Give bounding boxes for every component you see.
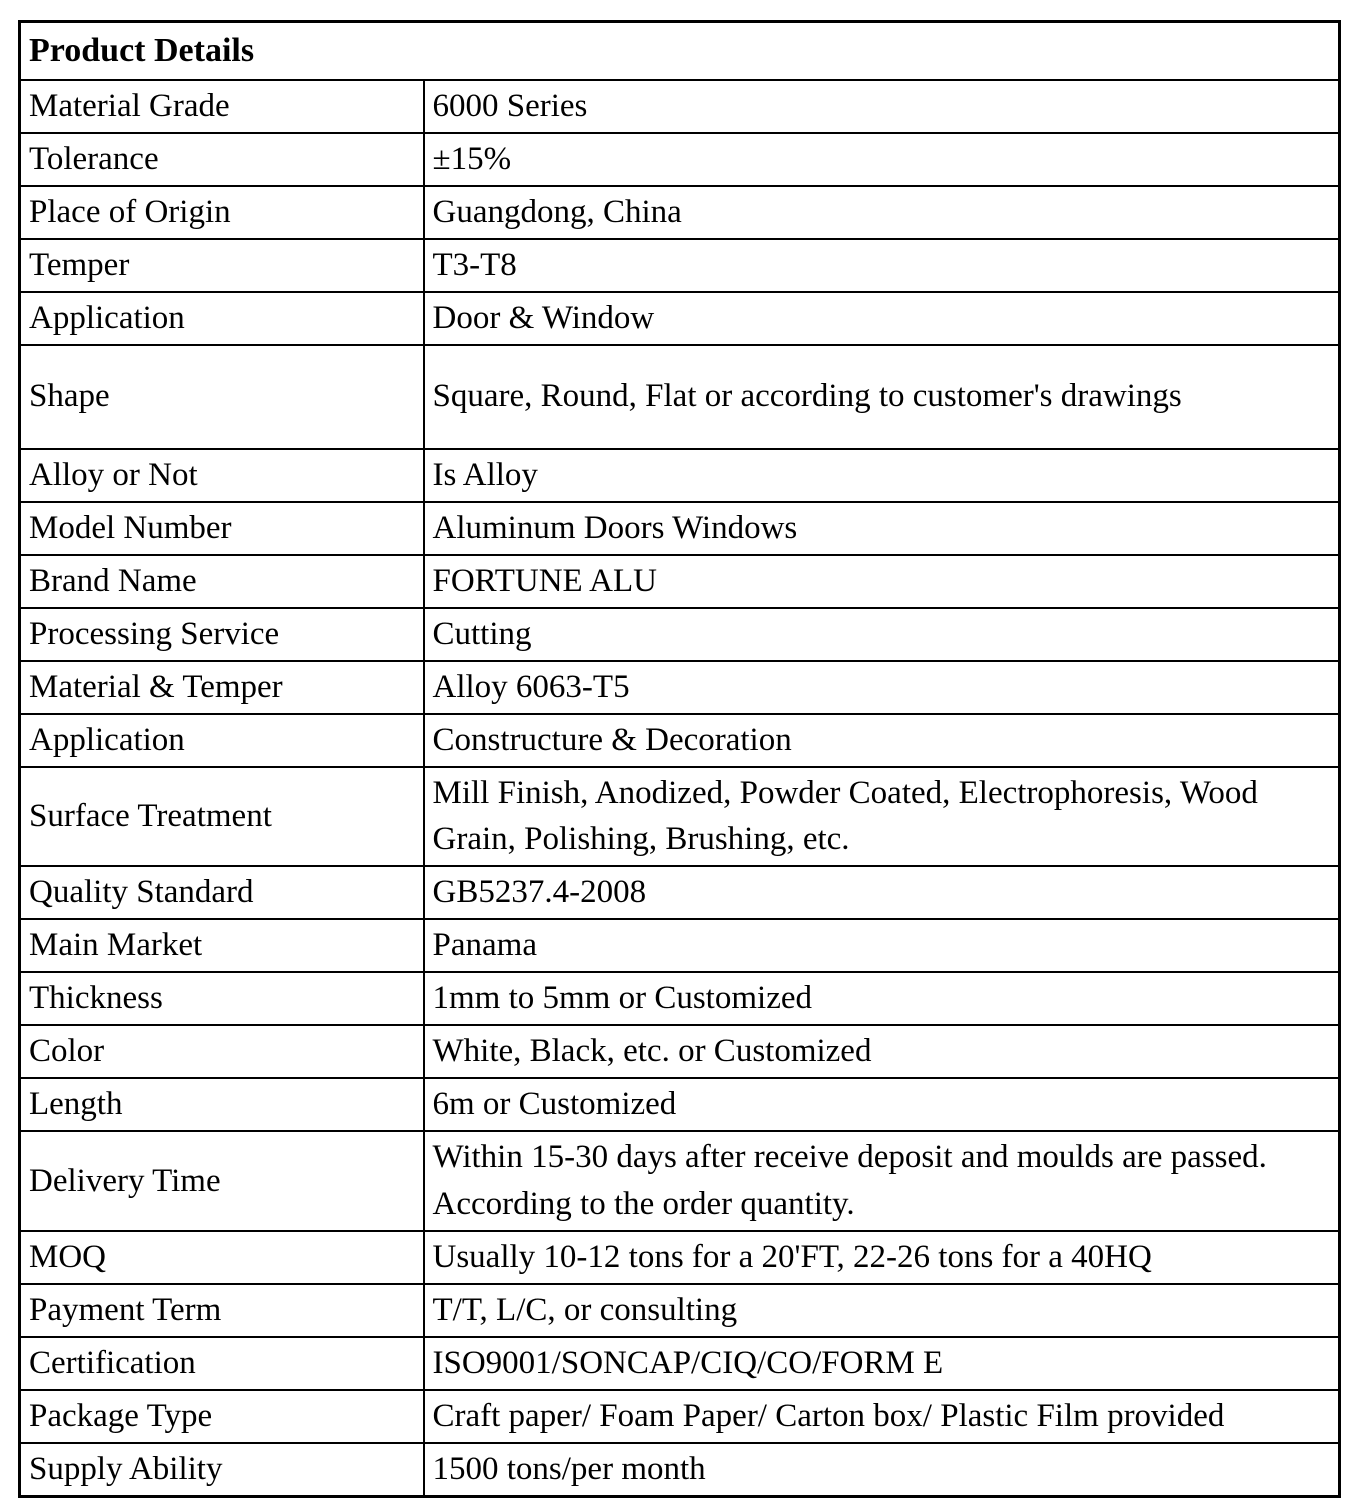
row-value: T3-T8: [424, 239, 1340, 292]
table-row: [20, 767, 1340, 867]
row-value: Door & Window: [424, 292, 1340, 345]
row-label: Processing Service: [20, 608, 424, 661]
table-title: Product Details: [20, 22, 1340, 80]
row-label: Tolerance: [20, 133, 424, 186]
table-row: [20, 919, 1340, 972]
row-value: 1500 tons/per month: [424, 1443, 1340, 1496]
row-value: 6m or Customized: [424, 1078, 1340, 1131]
table-row: [20, 186, 1340, 239]
row-label: Quality Standard: [20, 866, 424, 919]
row-label: Supply Ability: [20, 1443, 424, 1496]
row-value: Guangdong, China: [424, 186, 1340, 239]
row-value: Craft paper/ Foam Paper/ Carton box/ Plastic Film provided: [424, 1390, 1340, 1443]
table-row: [20, 1131, 1340, 1231]
row-label: Length: [20, 1078, 424, 1131]
product-details-table: [18, 20, 1341, 1498]
table-title-row: [20, 22, 1340, 80]
table-row: [20, 1337, 1340, 1390]
table-row: [20, 661, 1340, 714]
row-value: Within 15-30 days after receive deposit and moulds are passed. According to the order quantity.: [424, 1131, 1340, 1231]
row-label: Material Grade: [20, 80, 424, 133]
table-row: [20, 1284, 1340, 1337]
table-row: [20, 714, 1340, 767]
row-value: ±15%: [424, 133, 1340, 186]
table-row: [20, 555, 1340, 608]
row-label: Brand Name: [20, 555, 424, 608]
row-label: Certification: [20, 1337, 424, 1390]
table-row: [20, 345, 1340, 449]
table-row: [20, 1390, 1340, 1443]
row-label: Alloy or Not: [20, 449, 424, 502]
row-label: Material & Temper: [20, 661, 424, 714]
row-label: Temper: [20, 239, 424, 292]
row-value: Mill Finish, Anodized, Powder Coated, Electrophoresis, Wood Grain, Polishing, Brushing, etc.: [424, 767, 1340, 867]
table-row: [20, 1078, 1340, 1131]
row-label: Payment Term: [20, 1284, 424, 1337]
row-label: Shape: [20, 345, 424, 449]
row-label: Package Type: [20, 1390, 424, 1443]
table-row: [20, 133, 1340, 186]
row-value: Alloy 6063-T5: [424, 661, 1340, 714]
row-label: MOQ: [20, 1231, 424, 1284]
row-label: Main Market: [20, 919, 424, 972]
table-row: [20, 608, 1340, 661]
row-value: FORTUNE ALU: [424, 555, 1340, 608]
row-value: ISO9001/SONCAP/CIQ/CO/FORM E: [424, 1337, 1340, 1390]
table-row: [20, 292, 1340, 345]
table-row: [20, 80, 1340, 133]
row-label: Surface Treatment: [20, 767, 424, 867]
row-label: Thickness: [20, 972, 424, 1025]
table-row: [20, 866, 1340, 919]
table-row: [20, 1025, 1340, 1078]
table-row: [20, 239, 1340, 292]
table-row: [20, 502, 1340, 555]
row-value: 1mm to 5mm or Customized: [424, 972, 1340, 1025]
row-label: Place of Origin: [20, 186, 424, 239]
row-label: Color: [20, 1025, 424, 1078]
table-row: [20, 449, 1340, 502]
table-row: [20, 1443, 1340, 1496]
row-value: Usually 10-12 tons for a 20'FT, 22-26 tons for a 40HQ: [424, 1231, 1340, 1284]
row-value: White, Black, etc. or Customized: [424, 1025, 1340, 1078]
row-label: Application: [20, 292, 424, 345]
row-value: Aluminum Doors Windows: [424, 502, 1340, 555]
row-value: GB5237.4-2008: [424, 866, 1340, 919]
row-label: Delivery Time: [20, 1131, 424, 1231]
row-value: Panama: [424, 919, 1340, 972]
table-row: [20, 972, 1340, 1025]
row-value: Cutting: [424, 608, 1340, 661]
table-row: [20, 1231, 1340, 1284]
row-value: Is Alloy: [424, 449, 1340, 502]
row-value: 6000 Series: [424, 80, 1340, 133]
row-value: Constructure & Decoration: [424, 714, 1340, 767]
row-label: Model Number: [20, 502, 424, 555]
row-value: Square, Round, Flat or according to customer's drawings: [424, 345, 1340, 449]
row-value: T/T, L/C, or consulting: [424, 1284, 1340, 1337]
row-label: Application: [20, 714, 424, 767]
